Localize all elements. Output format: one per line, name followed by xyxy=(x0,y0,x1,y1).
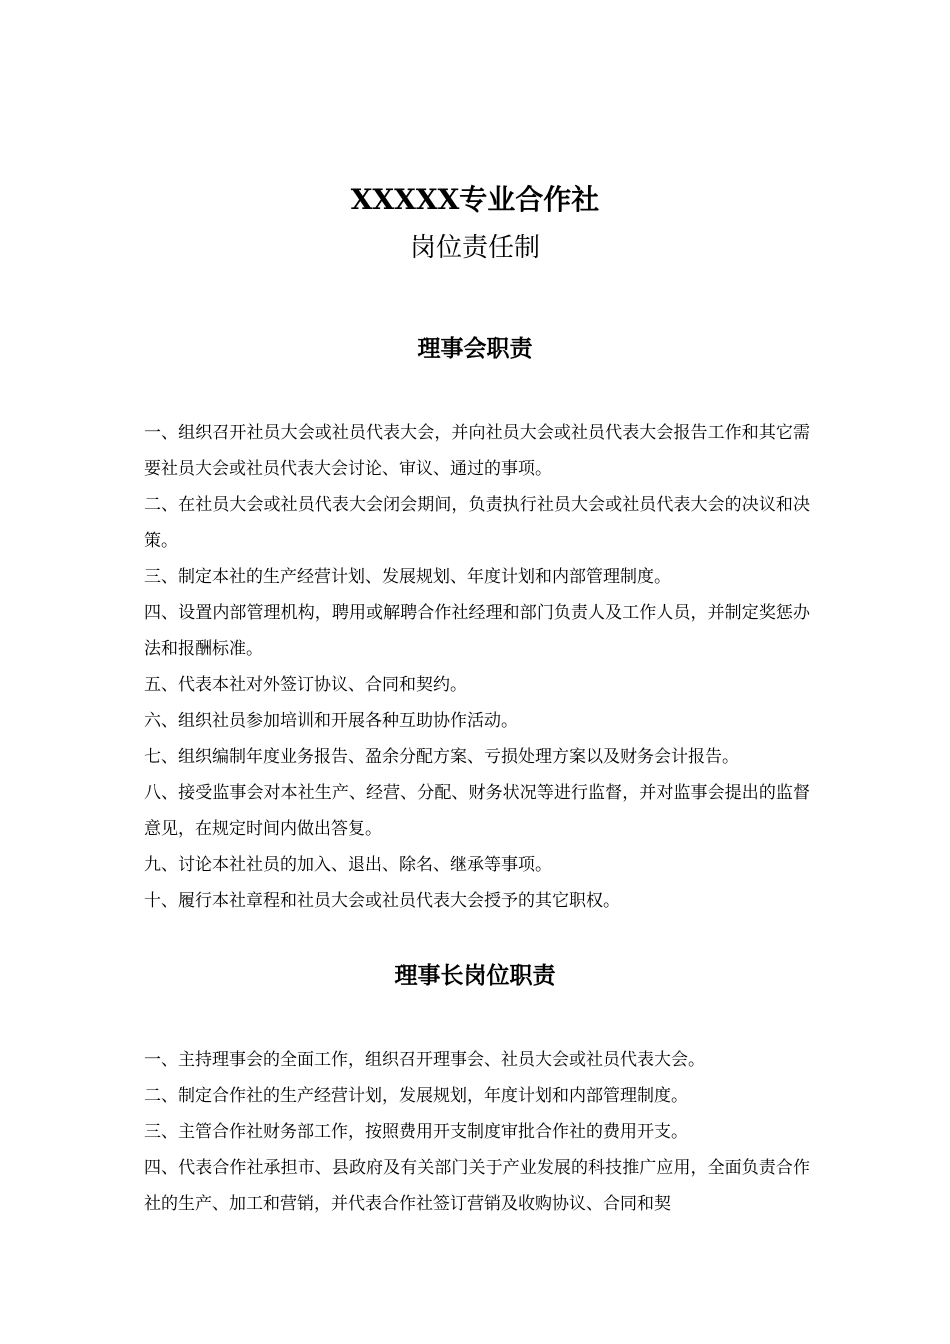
list-item: 一、主持理事会的全面工作，组织召开理事会、社员大会或社员代表大会。 xyxy=(144,1050,705,1070)
section-heading-board-duties: 理事会职责 xyxy=(417,335,533,362)
document-subtitle: 岗位责任制 xyxy=(409,233,540,263)
list-item: 四、代表合作社承担市、县政府及有关部门关于产业发展的科技推广应用，全面负责合作社的生产、加工和营销，并代表合作社签订营销及收购协议、合同和契 xyxy=(144,1158,810,1214)
list-item: 五、代表本社对外签订协议、合同和契约。 xyxy=(144,675,467,695)
list-item: 二、在社员大会或社员代表大会闭会期间，负责执行社员大会或社员代表大会的决议和决策。 xyxy=(144,495,810,551)
list-item: 七、组织编制年度业务报告、盈余分配方案、亏损处理方案以及财务会计报告。 xyxy=(144,747,739,767)
board-duties-list xyxy=(144,415,810,919)
list-item: 十、履行本社章程和社员大会或社员代表大会授予的其它职权。 xyxy=(144,891,620,911)
list-item: 九、讨论本社社员的加入、退出、除名、继承等事项。 xyxy=(144,855,552,875)
document-title: XXXXX专业合作社 xyxy=(350,183,600,216)
list-item: 四、设置内部管理机构，聘用或解聘合作社经理和部门负责人及工作人员，并制定奖惩办法和报酬标准。 xyxy=(144,603,810,659)
list-item: 一、组织召开社员大会或社员代表大会，并向社员大会或社员代表大会报告工作和其它需要社员大会或社员代表大会讨论、审议、通过的事项。 xyxy=(144,423,810,479)
list-item: 二、制定合作社的生产经营计划，发展规划，年度计划和内部管理制度。 xyxy=(144,1086,688,1106)
list-item: 八、接受监事会对本社生产、经营、分配、财务状况等进行监督，并对监事会提出的监督意见，在规定时间内做出答复。 xyxy=(144,783,810,839)
list-item: 六、组织社员参加培训和开展各种互助协作活动。 xyxy=(144,711,518,731)
section-heading-chairman-duties: 理事长岗位职责 xyxy=(394,962,556,989)
list-item: 三、制定本社的生产经营计划、发展规划、年度计划和内部管理制度。 xyxy=(144,567,671,587)
chairman-duties-list xyxy=(144,1042,810,1222)
list-item: 三、主管合作社财务部工作，按照费用开支制度审批合作社的费用开支。 xyxy=(144,1122,688,1142)
